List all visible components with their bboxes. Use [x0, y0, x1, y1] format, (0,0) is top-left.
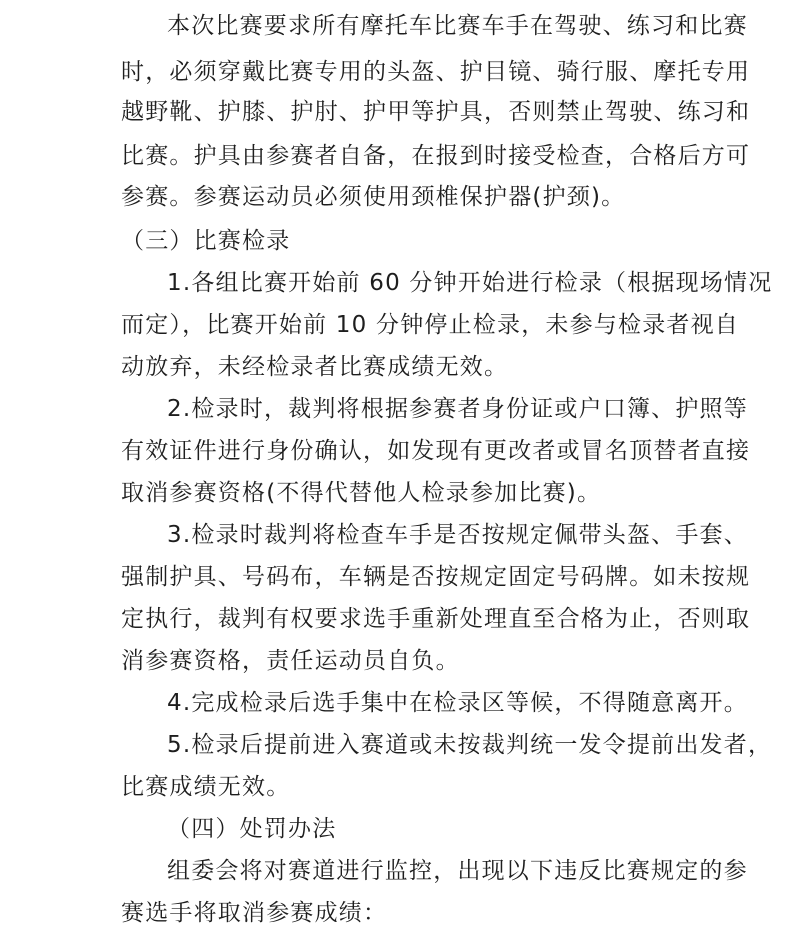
paragraph-line: 本次比赛要求所有摩托车比赛车手在驾驶、练习和比赛 [167, 13, 748, 39]
list-item-line: 消参赛资格，责任运动员自负。 [121, 648, 460, 674]
list-item-line: 比赛成绩无效。 [121, 774, 291, 800]
paragraph-line: 时，必须穿戴比赛专用的头盔、护目镜、骑行服、摩托专用 [121, 59, 751, 85]
paragraph-line: 越野靴、护膝、护肘、护甲等护具，否则禁止驾驶、练习和 [121, 99, 751, 125]
list-item-line: 4.完成检录后选手集中在检录区等候，不得随意离开。 [167, 690, 748, 716]
paragraph-line: 组委会将对赛道进行监控，出现以下违反比赛规定的参 [167, 858, 748, 884]
list-item-line: 3.检录时裁判将检查车手是否按规定佩带头盔、手套、 [167, 522, 748, 548]
list-item-line: 有效证件进行身份确认，如发现有更改者或冒名顶替者直接 [121, 438, 751, 464]
section-heading: （三）比赛检录 [121, 228, 291, 254]
list-item-line: 而定），比赛开始前 10 分钟停止检录，未参与检录者视自 [121, 312, 739, 338]
list-item-line: 定执行，裁判有权要求选手重新处理直至合格为止，否则取 [121, 606, 751, 632]
list-item-line: 1.各组比赛开始前 60 分钟开始进行检录（根据现场情况 [167, 270, 773, 296]
paragraph-line: 参赛。参赛运动员必须使用颈椎保护器(护颈)。 [121, 184, 626, 210]
section-heading: （四）处罚办法 [167, 816, 337, 842]
paragraph-line: 赛选手将取消参赛成绩： [121, 900, 388, 926]
list-item-line: 强制护具、号码布，车辆是否按规定固定号码牌。如未按规 [121, 564, 751, 590]
list-item-line: 5.检录后提前进入赛道或未按裁判统一发令提前出发者， [167, 732, 773, 758]
paragraph-line: 比赛。护具由参赛者自备，在报到时接受检查，合格后方可 [121, 143, 751, 169]
list-item-line: 动放弃，未经检录者比赛成绩无效。 [121, 354, 509, 380]
list-item-line: 取消参赛资格(不得代替他人检录参加比赛)。 [121, 480, 602, 506]
list-item-line: 2.检录时，裁判将根据参赛者身份证或户口簿、护照等 [167, 396, 748, 422]
